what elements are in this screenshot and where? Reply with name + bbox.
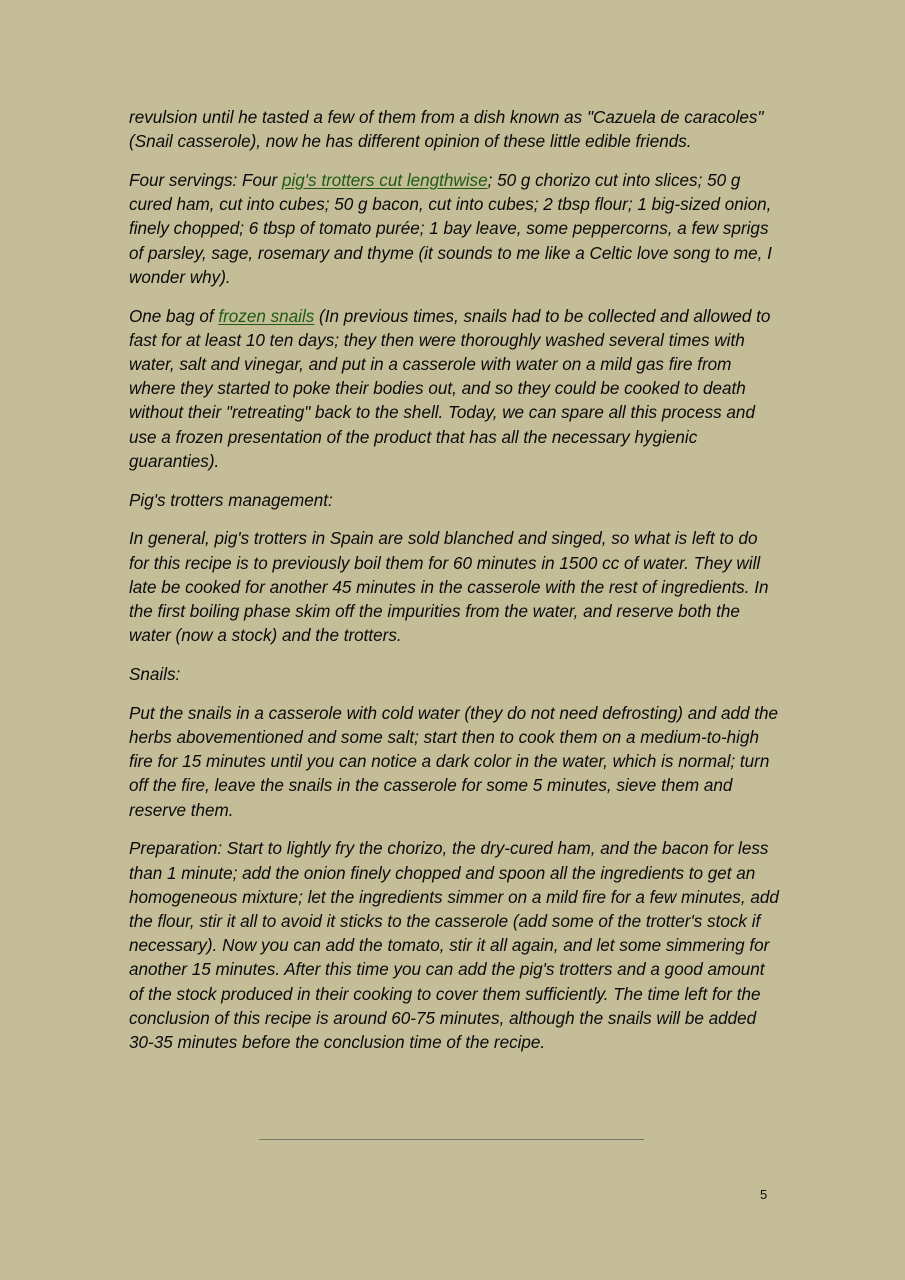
paragraph-servings (129, 169, 779, 290)
section-divider (259, 1139, 644, 1140)
paragraph-trotters-management: In general, pig's trotters in Spain are sold blanched and singed, so what is left to do for this recipe is to previously boil them for 60 minutes in 1500 cc of water. They will late be cooked for another 45 minutes in the casserole with the rest of ingredients. In the first boiling phase skim off the impurities from the water, and reserve both the water (now a stock) and the trotters. (129, 529, 769, 646)
page-number: 5 (760, 1187, 768, 1202)
paragraph-snails-cooking: Put the snails in a casserole with cold water (they do not need defrosting) and add the herbs abovementioned and some salt; start then to cook them on a medium-to-high fire for 15 minutes until you can notice a dark color in the water, which is normal; turn off the fire, leave the snails in the casserole for some 5 minutes, sieve them and reserve them. (129, 703, 779, 820)
link-frozen-snails[interactable]: frozen snails (218, 306, 315, 326)
paragraph-preparation: Preparation: Start to lightly fry the chorizo, the dry-cured ham, and the bacon for less than 1 minute; add the onion finely chopped and spoon all the ingredients to get an homogeneous mixture; let the ingredients simmer on a mild fire for a few minutes, add the flour, stir it all to avoid it sticks to the casserole (add some of the trotter's stock if necessary). Now you can add the tomato, stir it all again, and let some simmering for another 15 minutes. After this time you can add the pig's trotters and a good amount of the stock produced in their cooking to cover them sufficiently. The time left for the conclusion of this recipe is around 60-75 minutes, although the snails will be added 30-35 minutes before the conclusion time of the recipe. (129, 839, 779, 1053)
servings-text-before: Four servings: Four (129, 171, 282, 190)
page-body (129, 106, 779, 1070)
paragraph-intro-continuation: revulsion until he tasted a few of them from a dish known as "Cazuela de caracoles" (Snail casserole), now he has different opinion of these little edible friends. (129, 108, 764, 152)
link-pigs-trotters[interactable]: pig's trotters cut lengthwise (281, 171, 488, 190)
heading-trotters-management: Pig's trotters management: (129, 490, 333, 510)
paragraph-snails-bag (129, 305, 779, 474)
servings-text-after: ; 50 g chorizo cut into slices; 50 g cured ham, cut into cubes; 50 g bacon, cut into cubes; 2 tbsp flour; 1 big-sized onion, finely chopped; 6 tbsp of tomato purée; 1 bay leave, some peppercorns, a few sprigs of parsley, sage, rosemary and thyme (it sounds to me like a Celtic love song to me, I wonder why). (129, 171, 772, 287)
heading-snails: Snails: (129, 665, 181, 685)
snails-text-before: One bag of (129, 306, 219, 326)
snails-text-after: (In previous times, snails had to be collected and allowed to fast for at least 10 ten days; they then were thoroughly washed several times with water, salt and vinegar, and put in a casserole with water on a mild gas fire from where they started to poke their bodies out, and so they could be cooked to death without their "retreating" back to the shell. Today, we can spare all this process and use a frozen presentation of the product that has all the necessary hygienic guaranties). (129, 306, 771, 471)
